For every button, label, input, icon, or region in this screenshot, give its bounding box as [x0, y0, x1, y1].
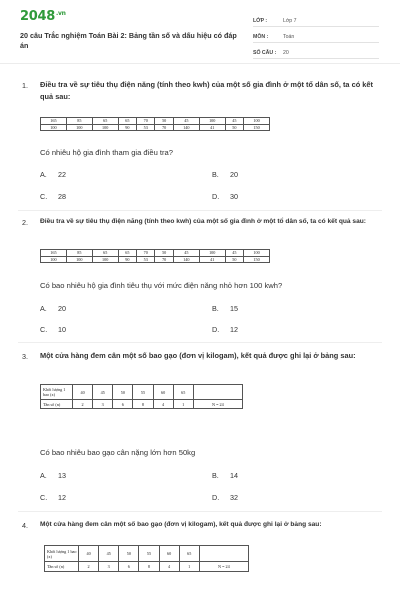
- answer-option-a[interactable]: [40, 170, 66, 179]
- meta-value: Lớp 7: [283, 18, 297, 24]
- table-cell: 3: [99, 562, 119, 572]
- table-row: [41, 256, 270, 263]
- table-cell: 50: [119, 546, 139, 562]
- question-number: 1.: [22, 81, 28, 90]
- table-cell: N = 24: [199, 562, 248, 572]
- answer-option-d[interactable]: [212, 493, 238, 502]
- meta-row-grade: [253, 14, 379, 27]
- table-cell: 100: [41, 124, 67, 131]
- option-letter: A.: [40, 471, 47, 480]
- table-cell: 45: [225, 118, 243, 125]
- table-cell: 100: [199, 250, 225, 257]
- table-cell: 165: [41, 250, 67, 257]
- page-header: [0, 0, 400, 64]
- table-cell: 50: [113, 385, 133, 400]
- question-number: 4.: [22, 521, 28, 530]
- option-letter: B.: [212, 170, 219, 179]
- answer-option-d[interactable]: [212, 192, 238, 201]
- table-cell: 6: [113, 400, 133, 409]
- table-row: [41, 385, 243, 400]
- table-cell: N = 24: [193, 400, 242, 409]
- table-cell: 70: [155, 256, 173, 263]
- divider: [18, 210, 382, 211]
- document-title: 20 câu Trắc nghiệm Toán Bài 2: Bảng tần số và dấu hiệu có đáp án: [20, 31, 237, 50]
- table-cell: 45: [225, 250, 243, 257]
- table-cell: [193, 385, 242, 400]
- table-cell: 4: [159, 562, 179, 572]
- table-cell: 50: [225, 124, 243, 131]
- option-value: 30: [230, 192, 238, 201]
- table-cell: 41: [199, 124, 225, 131]
- divider: [18, 511, 382, 512]
- table-cell: 4: [153, 400, 173, 409]
- data-table: [40, 117, 270, 131]
- table-cell: 65: [118, 118, 136, 125]
- table-cell: 90: [118, 124, 136, 131]
- option-letter: B.: [212, 471, 219, 480]
- data-table: [40, 249, 270, 263]
- option-value: 15: [230, 304, 238, 313]
- option-letter: B.: [212, 304, 219, 313]
- table-cell: 55: [139, 546, 159, 562]
- table-cell: 70: [155, 124, 173, 131]
- table-cell: 40: [73, 385, 93, 400]
- question-text: Một cửa hàng đem cân một số bao gạo (đơn vị kilogam), kết quả được ghi lại ở bảng sau:: [40, 521, 322, 528]
- table-cell: 53: [137, 124, 155, 131]
- table-cell: 60: [159, 546, 179, 562]
- table-cell: 100: [199, 118, 225, 125]
- frequency-table: [44, 545, 249, 572]
- meta-label: LỚP :: [253, 18, 268, 24]
- table-cell: 2: [73, 400, 93, 409]
- option-value: 12: [58, 493, 66, 502]
- table-row: [41, 124, 270, 131]
- question-number: 3.: [22, 352, 28, 361]
- table-cell: 100: [92, 124, 118, 131]
- table-cell: 45: [93, 385, 113, 400]
- question-number: 2.: [22, 218, 28, 227]
- answer-option-b[interactable]: [212, 170, 238, 179]
- question-prompt: Có nhiêu hộ gia đình tham gia điều tra?: [40, 148, 173, 157]
- logo-suffix: .vn: [55, 9, 66, 17]
- table-cell: 41: [199, 256, 225, 263]
- question-prompt: Có bao nhiêu hộ gia đình tiêu thụ với mức điện năng nhỏ hơn 100 kwh?: [40, 281, 283, 290]
- table-cell: 2: [79, 562, 99, 572]
- meta-label: SỐ CÂU :: [253, 50, 277, 56]
- table-cell: [199, 546, 248, 562]
- table-cell: 1: [173, 400, 193, 409]
- table-cell: 70: [137, 250, 155, 257]
- question-prompt: Có bao nhiêu bao gạo cân nặng lớn hơn 50kg: [40, 448, 196, 457]
- meta-value: 20: [283, 50, 289, 56]
- site-logo[interactable]: [20, 9, 66, 24]
- option-value: 20: [58, 304, 66, 313]
- answer-option-d[interactable]: [212, 325, 238, 334]
- answer-option-c[interactable]: [40, 325, 66, 334]
- meta-value: Toán: [283, 34, 295, 40]
- table-cell: 50: [155, 118, 173, 125]
- table-cell: 100: [66, 256, 92, 263]
- table-cell: 40: [79, 546, 99, 562]
- table-cell: 165: [41, 118, 67, 125]
- table-header-cell: Tần số (n): [41, 400, 73, 409]
- table-cell: 45: [173, 118, 199, 125]
- table-cell: 150: [244, 256, 270, 263]
- table-cell: 85: [66, 118, 92, 125]
- table-cell: 65: [92, 250, 118, 257]
- document-meta: [253, 14, 379, 62]
- answer-option-c[interactable]: [40, 192, 66, 201]
- table-cell: 50: [225, 256, 243, 263]
- meta-row-subject: [253, 30, 379, 43]
- table-cell: 140: [173, 256, 199, 263]
- table-cell: 55: [133, 385, 153, 400]
- option-letter: C.: [40, 493, 48, 502]
- table-cell: 100: [244, 250, 270, 257]
- table-header-cell: Tần số (n): [45, 562, 79, 572]
- table-cell: 65: [173, 385, 193, 400]
- table-cell: 65: [118, 250, 136, 257]
- option-letter: A.: [40, 170, 47, 179]
- table-cell: 90: [118, 256, 136, 263]
- table-cell: 100: [92, 256, 118, 263]
- table-cell: 65: [92, 118, 118, 125]
- table-cell: 50: [155, 250, 173, 257]
- table-cell: 1: [179, 562, 199, 572]
- option-letter: D.: [212, 192, 220, 201]
- table-cell: 140: [173, 124, 199, 131]
- table-cell: 6: [119, 562, 139, 572]
- table-cell: 100: [66, 124, 92, 131]
- option-value: 10: [58, 325, 66, 334]
- table-cell: 3: [93, 400, 113, 409]
- question-text: Điều tra về sự tiêu thụ điện năng (tính theo kwh) của một số gia đình ở một tổ dân số, ta có kết quả sau:: [40, 80, 373, 101]
- divider: [18, 342, 382, 343]
- table-header-cell: Khối lượng 1 bao (x): [45, 546, 79, 562]
- table-cell: 70: [137, 118, 155, 125]
- table-row: [45, 562, 249, 572]
- option-value: 22: [58, 170, 66, 179]
- table-cell: 150: [244, 124, 270, 131]
- question-text: Điều tra về sự tiêu thụ điện năng (tính theo kwh) của một số gia đình ở một tổ dân số, ta có kết quả sau:: [40, 218, 366, 225]
- table-cell: 8: [139, 562, 159, 572]
- table-cell: 45: [99, 546, 119, 562]
- answer-option-b[interactable]: [212, 304, 238, 313]
- table-cell: 53: [137, 256, 155, 263]
- question-text: Một cửa hàng đem cân một số bao gạo (đơn vị kilogam), kết quả được ghi lại ở bảng sau:: [40, 351, 356, 360]
- option-value: 32: [230, 493, 238, 502]
- option-value: 12: [230, 325, 238, 334]
- table-cell: 65: [179, 546, 199, 562]
- frequency-table: [40, 384, 243, 409]
- answer-option-b[interactable]: [212, 471, 238, 480]
- table-cell: 8: [133, 400, 153, 409]
- answer-option-a[interactable]: [40, 471, 66, 480]
- table-cell: 45: [173, 250, 199, 257]
- logo-main: 2048: [20, 9, 55, 24]
- answer-option-a[interactable]: [40, 304, 66, 313]
- table-cell: 85: [66, 250, 92, 257]
- table-header-cell: Khối lượng 1 bao (x): [41, 385, 73, 400]
- option-letter: D.: [212, 493, 220, 502]
- option-letter: D.: [212, 325, 220, 334]
- option-value: 20: [230, 170, 238, 179]
- meta-row-count: [253, 46, 379, 59]
- option-letter: C.: [40, 192, 48, 201]
- table-row: [45, 546, 249, 562]
- table-cell: 100: [41, 256, 67, 263]
- table-cell: 100: [244, 118, 270, 125]
- option-letter: C.: [40, 325, 48, 334]
- option-value: 28: [58, 192, 66, 201]
- answer-option-c[interactable]: [40, 493, 66, 502]
- meta-label: MÔN :: [253, 34, 269, 40]
- option-letter: A.: [40, 304, 47, 313]
- option-value: 13: [58, 471, 66, 480]
- option-value: 14: [230, 471, 238, 480]
- table-row: [41, 400, 243, 409]
- table-cell: 60: [153, 385, 173, 400]
